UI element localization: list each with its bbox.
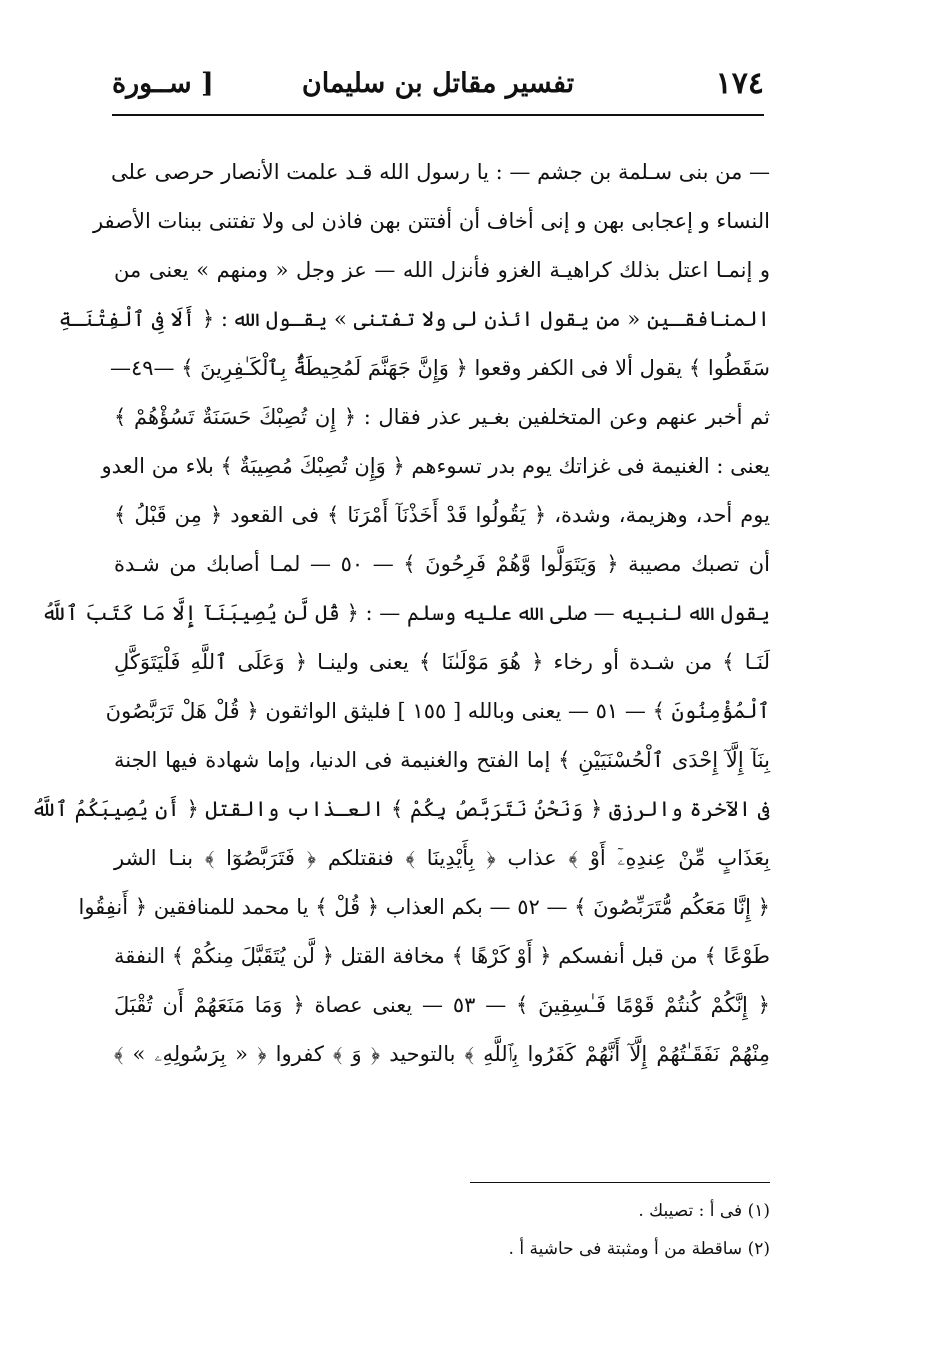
text-line: — من بنى سـلمة بن جشم — : يا رسول الله قـد علمت الأنصار حرصى على: [110, 160, 770, 184]
page-number: ١٧٤: [715, 66, 764, 101]
section-label: [ ســورة: [112, 68, 214, 99]
footnote: (١) فى أ : تصيبك .: [638, 1201, 770, 1221]
text-line: و إنمـا اعتل بذلك كراهيـة الغزو فأنزل الله — عز وجل « ومنهم » يعنى من: [114, 258, 770, 282]
text-line: ثم أخبر عنهم وعن المتخلفين بغـير عذر فقال : ﴿ إِن تُصِبْكَ حَسَنَةٌ تَسُؤْهُمْ ﴾: [114, 405, 770, 429]
footnote-rule: [470, 1182, 770, 1183]
page-header: [112, 62, 764, 108]
footnote: (٢) ساقطة من أ ومثبتة فى حاشية أ .: [508, 1239, 770, 1259]
text-line: يوم أحد، وهزيمة، وشدة، ﴿ يَقُولُوا قَدْ أَخَذْنَآ أَمْرَنَا ﴾ فى القعود ﴿ مِن قَبْلُ ﴾: [114, 503, 770, 527]
text-line: ﴿ إِنَّكُمْ كُنتُمْ قَوْمًا فَـٰسِقِينَ ﴾ — ٥٣ — يعنى عصاة ﴿ وَمَا مَنَعَهُمْ أَن تُقْبَلَ: [114, 993, 770, 1017]
text-line: سَقَطُوا ﴾ يقول ألا فى الكفر وقعوا ﴿ وَإِنَّ جَهَنَّمَ لَمُحِيطَةٌۢ بِٱلْكَـٰفِرِينَ ﴾ —٤٩—: [109, 356, 770, 380]
text-line: بِنَآ إِلَّآ إِحْدَى ٱلْحُسْنَيَيْنِ ﴾ إما الفتح والغنيمة فى الدنيا، وإما شهادة فيها الجنة: [114, 748, 770, 772]
text-line: ﴿ إِنَّا مَعَكُم مُّتَرَبِّصُونَ ﴾ — ٥٢ — بكم العذاب ﴿ قُلْ ﴾ يا محمد للمنافقين ﴿ أَنفِقُوا: [78, 895, 770, 919]
text-line: مِنْهُمْ نَفَقَـٰتُهُمْ إِلَّآ أَنَّهُمْ كَفَرُوا بِٱللَّهِ ﴾ بالتوحيد ﴿ وَ ﴾ كفروا ﴿ « بِرَسُولِهِۦ » ﴾: [114, 1042, 770, 1066]
text-line: يقول الله لنبيه — صلى الله عليه وسلم — : ﴿ قُل لَّن يُصِيبَنَآ إِلَّا مَا كَتَبَ ٱللَّهُ: [41, 601, 770, 625]
text-line: يعنى : الغنيمة فى غزاتك يوم بدر تسوءهم ﴿ وَإِن تُصِبْكَ مُصِيبَةٌ ﴾ بلاء من العدو: [101, 454, 770, 478]
body-text: [31, 148, 771, 1079]
text-line: لَنَـا ﴾ من شـدة أو رخاء ﴿ هُوَ مَوْلَىٰنَا ﴾ يعنى ولينـا ﴿ وَعَلَى ٱللَّهِ فَلْيَتَوَكَّلِ: [114, 650, 770, 674]
text-line: طَوْعًا ﴾ من قبل أنفسكم ﴿ أَوْ كَرْهًا ﴾ مخافة القتل ﴿ لَّن يُتَقَبَّلَ مِنكُمْ ﴾ النفقة: [114, 944, 770, 968]
footnotes: [300, 1192, 770, 1268]
text-line: المنافقـين « من يقول ائذن لى ولا تفتنى » يقـول الله : ﴿ أَلَا فِى ٱلْفِتْنَـةِ: [58, 307, 770, 331]
header-rule: [112, 114, 764, 116]
text-line: فى الآخرة والرزق ﴿ وَنَحْنُ نَتَرَبَّصُ بِكُمْ ﴾ العـذاب والقتل ﴿ أَن يُصِيبَكُمُ ٱللَّهُ: [31, 797, 770, 821]
text-line: أن تصبك مصيبة ﴿ وَيَتَوَلَّوا وَّهُمْ فَرِحُونَ ﴾ — ٥٠ — لمـا أصابك من شـدة: [114, 552, 771, 576]
text-line: بِعَذَابٍ مِّنْ عِندِهِۦٓ أَوْ ﴾ عذاب ﴿ بِأَيْدِينَا ﴾ فنقتلكم ﴿ فَتَرَبَّصُوٓا ﴾ بنـا الشر: [114, 846, 770, 870]
text-line: النساء و إعجابى بهن و إنى أخاف أن أفتتن بهن فاذن لى ولا تفتنى ببنات الأصفر: [92, 209, 770, 233]
text-line: ٱلْمُؤْمِنُونَ ﴾ — ٥١ — يعنى وبالله [ ١٥٥ ] فليثق الواثقون ﴿ قُلْ هَلْ تَرَبَّصُونَ: [105, 699, 770, 723]
running-title: تفسير مقاتل بن سليمان: [301, 68, 575, 99]
